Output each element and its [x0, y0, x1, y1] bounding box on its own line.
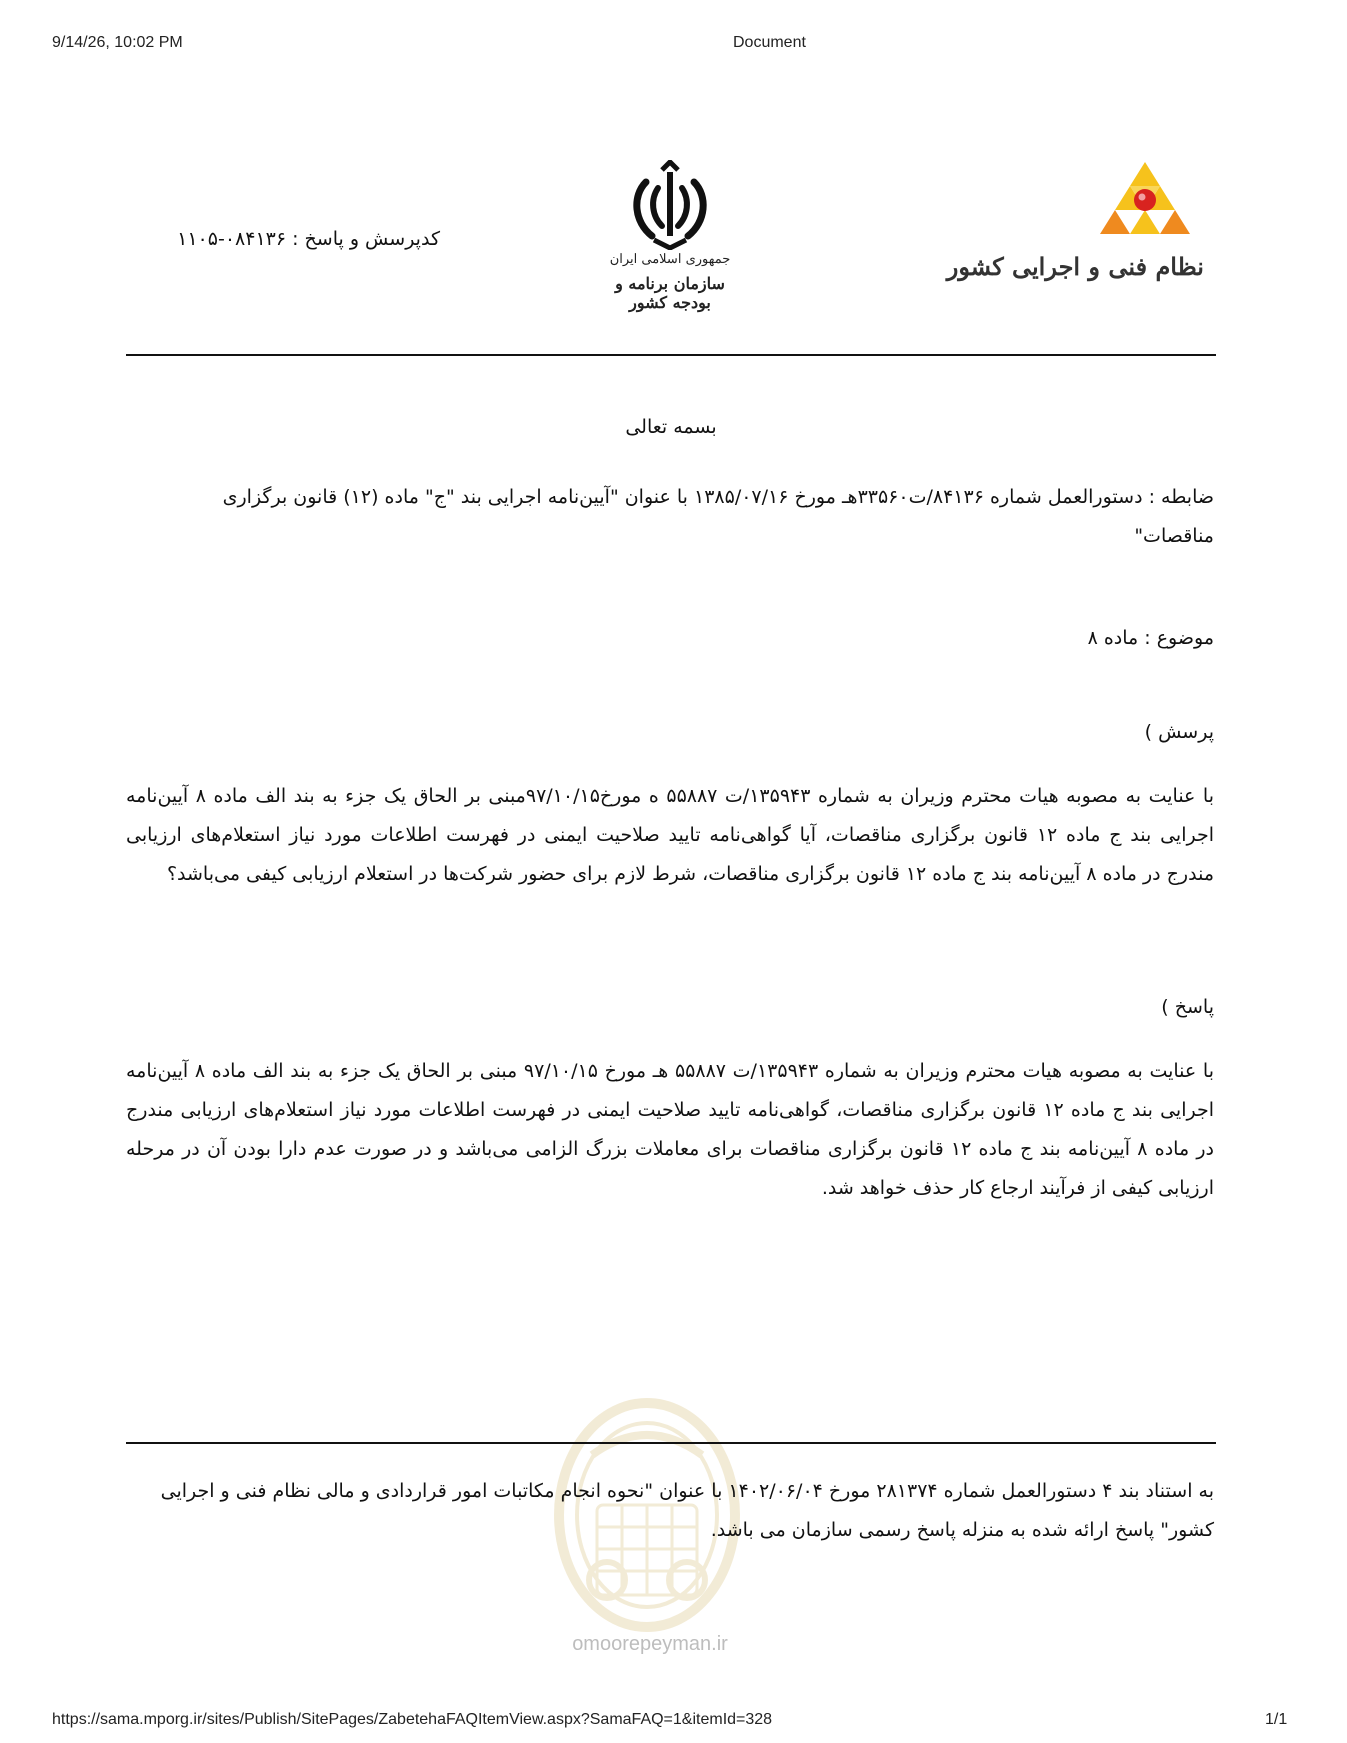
emblem-line-2: سازمان برنامه و بودجه کشور	[615, 274, 725, 312]
answer-paragraph: با عنایت به مصوبه هیات محترم وزیران به شماره ۱۳۵۹۴۳/ت ۵۵۸۸۷ هـ مورخ ۹۷/۱۰/۱۵ مبنی بر الحاق یک جزء به بند الف ماده ۸ آیین‌نامه اجرایی بند ج ماده ۱۲ قانون برگزاری مناقصات، گواهی‌نامه تایید صلاحیت ایمنی در فهرست اطلاعات مورد نیاز استعلام‌های ارزیابی مندرج در ماده ۸ آیین‌نامه بند ج ماده ۱۲ قانون برگزاری مناقصات برای معاملات بزرگ الزامی می‌باشد و در صورت عدم دارا بودن آن در مرحله ارزیابی کیفی از فرآیند ارجاع کار حذف خواهد شد.	[126, 1060, 1214, 1199]
watermark-text: omoorepeyman.ir	[572, 1633, 728, 1655]
qa-code: کدپرسش و پاسخ : ۰۸۴۱۳۶-۱۱۰۵	[177, 228, 440, 250]
org-logo-text: نظام فنی و اجرایی کشور	[946, 252, 1204, 281]
print-datetime: 9/14/26, 10:02 PM	[52, 34, 183, 51]
answer-label: پاسخ )	[1161, 996, 1214, 1018]
footer-note: به استناد بند ۴ دستورالعمل شماره ۲۸۱۳۷۴ مورخ ۱۴۰۲/۰۶/۰۴ با عنوان "نحوه انجام مکاتبات امور قراردادی و مالی نظام فنی و اجرایی کشور" پاسخ ارائه شده به منزله پاسخ رسمی سازمان می باشد.	[160, 1480, 1214, 1541]
question-label: پرسش )	[1144, 721, 1214, 743]
iran-emblem	[600, 160, 740, 310]
zabeteh-paragraph: ضابطه : دستورالعمل شماره ۸۴۱۳۶/ت۳۳۵۶۰هـ مورخ ۱۳۸۵/۰۷/۱۶ با عنوان "آیین‌نامه اجرایی بند "ج" ماده (۱۲) قانون برگزاری مناقصات"	[222, 486, 1214, 547]
header-divider	[126, 354, 1216, 356]
org-logo	[946, 160, 1210, 300]
bismillah: بسمه تعالی	[625, 416, 717, 438]
iran-emblem-icon	[624, 160, 716, 250]
emblem-line-1: جمهوری اسلامی ایران	[609, 252, 731, 267]
print-title: Document	[733, 34, 806, 51]
subject-line: موضوع : ماده ۸	[1087, 627, 1214, 649]
print-url[interactable]: https://sama.mporg.ir/sites/Publish/SitePages/ZabetehaFAQItemView.aspx?SamaFAQ=1&itemId=328	[52, 1711, 773, 1728]
question-paragraph: با عنایت به مصوبه هیات محترم وزیران به شماره ۱۳۵۹۴۳/ت ۵۵۸۸۷ ه مورخ۹۷/۱۰/۱۵مبنی بر الحاق یک جزء به بند الف ماده ۸ آیین‌نامه اجرایی بند ج ماده ۱۲ قانون برگزاری مناقصات، آیا گواهی‌نامه تایید صلاحیت ایمنی در فهرست اطلاعات مورد نیاز استعلام‌های ارزیابی مندرج در ماده ۸ آیین‌نامه بند ج ماده ۱۲ قانون برگزاری مناقصات، شرط لازم برای حضور شرکت‌ها در استعلام ارزیابی کیفی می‌باشد؟	[126, 785, 1215, 885]
footer-divider	[126, 1442, 1216, 1444]
print-page-number: 1/1	[1265, 1711, 1288, 1728]
pyramid-logo-icon	[1100, 160, 1190, 240]
